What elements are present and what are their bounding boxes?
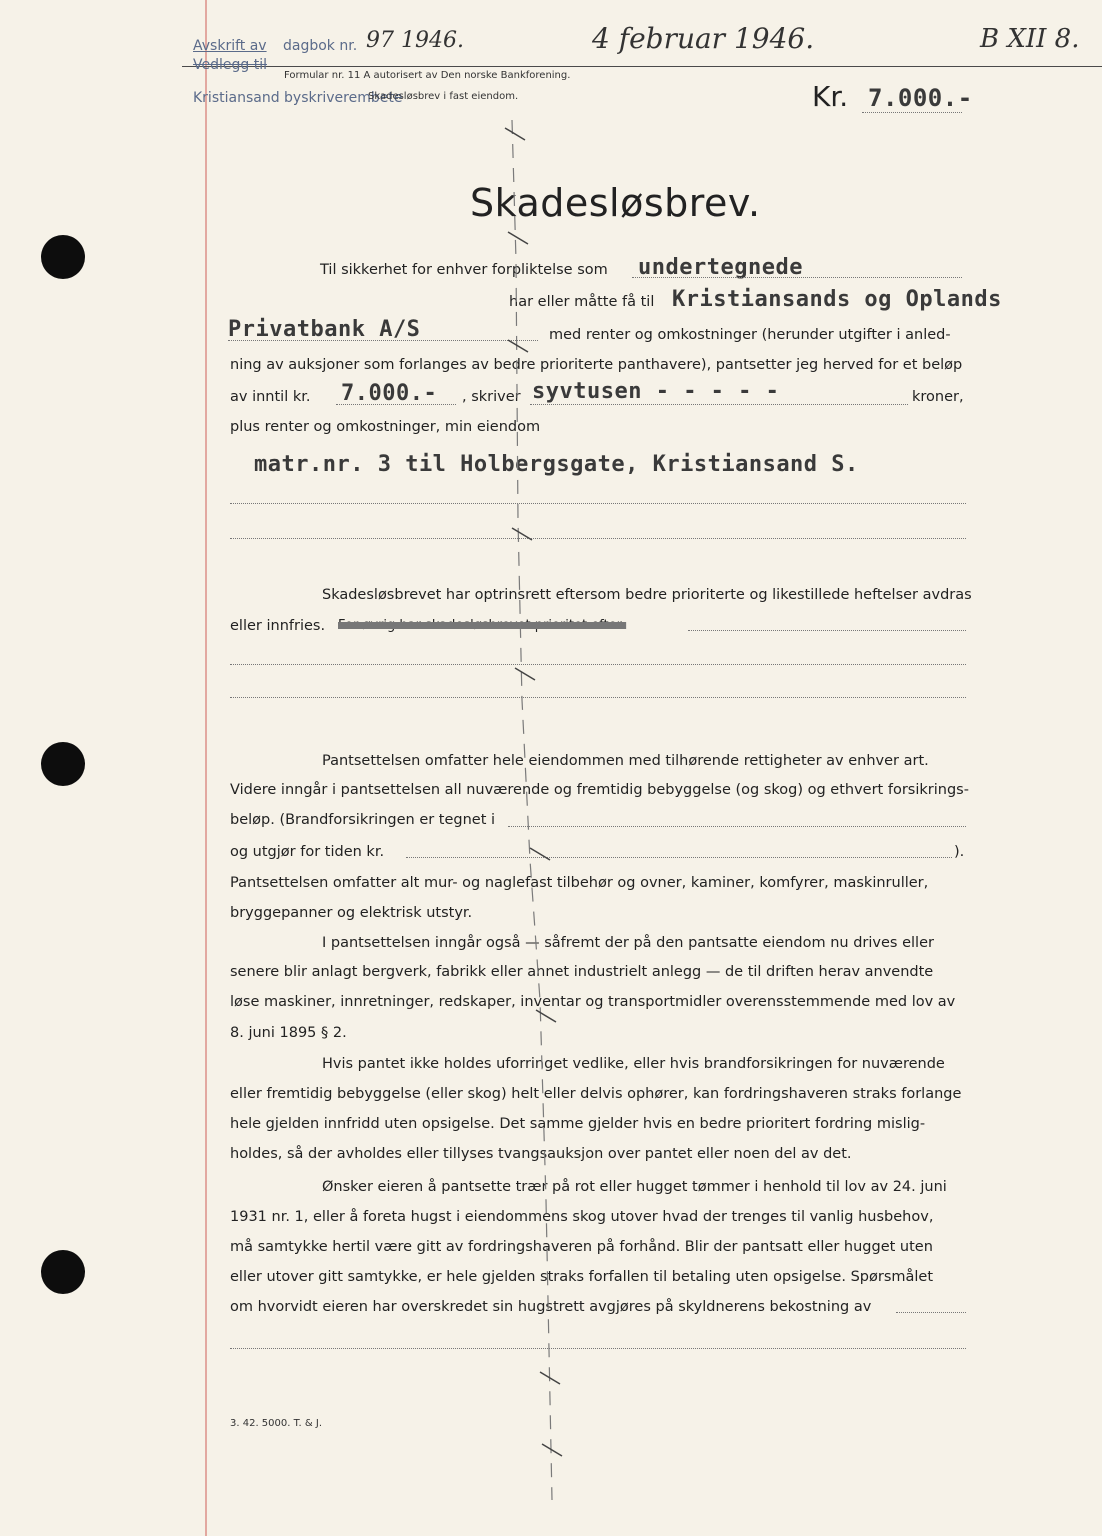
form-number: Formular nr. 11 A autorisert av Den norske Bankforening.	[284, 70, 571, 81]
p1-line4: ning av auksjoner som forlanges av bedre prioriterte panthavere), pantsetter jeg herved for et beløp	[230, 357, 963, 373]
p3-line1: Pantsettelsen omfatter hele eiendommen med tilhørende rettigheter av enhver art.	[322, 753, 929, 769]
amount-words: syvtusen - - - - -	[532, 379, 780, 404]
p4-line4: 8. juni 1895 § 2.	[230, 1025, 347, 1041]
p6-line3: må samtykke hertil være gitt av fordringshaveren på forhånd. Blir der pantsatt eller hugget uten	[230, 1239, 933, 1255]
p3-line2: Videre inngår i pantsettelsen all nuværende og fremtidig bebyggelse (og skog) og ethvert forsikrings-	[230, 782, 969, 798]
p6-line1: Ønsker eieren å pantsette trær på rot eller hugget tømmer i henhold til lov av 24. juni	[322, 1179, 947, 1195]
p1-line3: med renter og omkostninger (herunder utgifter i anled-	[549, 327, 951, 343]
p1-line5-c: kroner,	[912, 389, 964, 405]
p1-line6: plus renter og omkostninger, min eiendom	[230, 419, 541, 435]
p6-line5: om hvorvidt eieren har overskredet sin hugstrett avgjøres på skyldnerens bekostning av	[230, 1299, 872, 1315]
p5-line2: eller fremtidig bebyggelse (eller skog) helt eller delvis ophører, kan fordringshaveren straks forlange	[230, 1086, 962, 1102]
reference-handwritten: B XII 8.	[980, 24, 1080, 54]
p6-line4: eller utover gitt samtykke, er hele gjelden straks forfallen til betaling uten opsigelse. Spørsmålet	[230, 1269, 934, 1285]
date-handwritten: 4 februar 1946.	[592, 22, 815, 55]
stamp-vedlegg: Vedlegg til	[193, 57, 267, 73]
p4-line2: senere blir anlagt bergverk, fabrikk eller annet industrielt anlegg — de til driften herav anvendte	[230, 964, 934, 980]
p3-line4-a: og utgjør for tiden kr.	[230, 844, 385, 860]
dagbok-label: dagbok nr.	[283, 38, 358, 54]
creditor-name-b: Privatbank A/S	[228, 317, 421, 342]
p3-line5: Pantsettelsen omfatter alt mur- og naglefast tilbehør og ovner, kaminer, komfyrer, maskinruller,	[230, 875, 929, 891]
p2-struck-text: For øvrig har skadesløsbrevet prioritet efter:	[338, 618, 627, 633]
stamp-byskriver: Kristiansand byskriverembete	[193, 90, 403, 106]
amount-label: Kr.	[812, 80, 849, 113]
p1-line2: har eller måtte få til	[509, 294, 655, 310]
creditor-name-a: Kristiansands og Oplands	[672, 287, 1002, 312]
p4-line1: I pantsettelsen inngår også — såfremt der på den pantsatte eiendom nu drives eller	[322, 935, 934, 951]
amount-value: 7.000.-	[868, 84, 973, 112]
p5-line3: hele gjelden innfridd uten opsigelse. Det samme gjelder hvis en bedre prioritert fordring mislig-	[230, 1116, 926, 1132]
document-title: Skadesløsbrev.	[470, 181, 761, 225]
dagbok-number: 97 1946.	[366, 28, 464, 53]
property-description: matr.nr. 3 til Holbergsgate, Kristiansand S.	[254, 452, 859, 477]
p1-line5-a: av inntil kr.	[230, 389, 311, 405]
p5-line1: Hvis pantet ikke holdes uforringet vedlike, eller hvis brandforsikringen for nuværende	[322, 1056, 945, 1072]
p1-intro: Til sikkerhet for enhver forpliktelse som	[320, 262, 608, 278]
stamp-avskrift: Avskrift av	[193, 38, 267, 54]
p5-line4: holdes, så der avholdes eller tillyses tvangsauksjon over pantet eller noen del av det.	[230, 1146, 852, 1162]
print-code: 3. 42. 5000. T. & J.	[230, 1418, 322, 1429]
p4-line3: løse maskiner, innretninger, redskaper, inventar og transportmidler overensstemmende med lov av	[230, 994, 956, 1010]
form-type: Skadesløsbrev i fast eiendom.	[368, 91, 519, 102]
debtor-name: undertegnede	[638, 255, 803, 280]
p1-line5-b: , skriver	[462, 389, 521, 405]
p3-line6: bryggepanner og elektrisk utstyr.	[230, 905, 473, 921]
p2-line1: Skadesløsbrevet har optrinsrett eftersom bedre prioriterte og likestillede heftelser avdras	[322, 587, 972, 603]
p6-line2: 1931 nr. 1, eller å foreta hugst i eiendommens skog utover hvad der trenges til vanlig husbehov,	[230, 1209, 934, 1225]
p2-line2: eller innfries.	[230, 618, 326, 634]
p3-line3: beløp. (Brandforsikringen er tegnet i	[230, 812, 496, 828]
amount-digits: 7.000.-	[341, 381, 438, 406]
p3-line4-b: ).	[954, 844, 965, 860]
